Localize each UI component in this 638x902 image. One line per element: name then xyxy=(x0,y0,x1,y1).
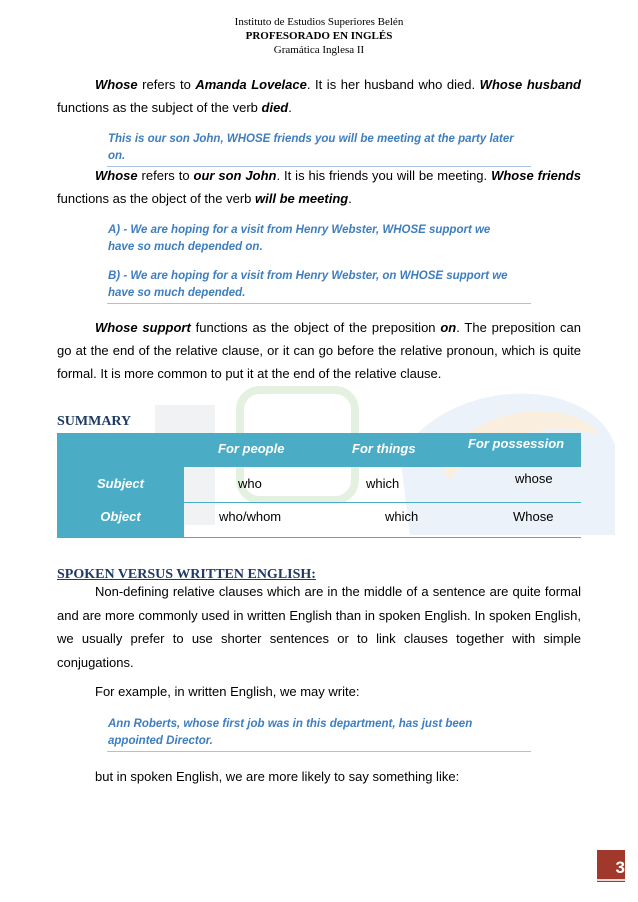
text: . xyxy=(348,191,352,206)
quote-divider xyxy=(107,303,531,304)
text: refers to xyxy=(137,168,194,183)
text: refers to xyxy=(137,77,196,92)
program-name: PROFESORADO EN INGLÉS xyxy=(245,30,393,42)
text: functions as the object of the verb xyxy=(57,191,256,206)
page-number-underline xyxy=(597,879,625,881)
closing-sentence: but in spoken English, we are more likely to say something like: xyxy=(95,769,460,784)
term: Whose xyxy=(95,168,138,183)
institute-name: Instituto de Estudios Superiores Belén xyxy=(234,16,404,28)
course-name: Gramática Inglesa II xyxy=(273,44,365,56)
column-header-things: For things xyxy=(352,441,416,456)
paragraph-spoken-written: Non-defining relative clauses which are in the middle of a sentence are quite formal and are more commonly used in written English than in spoken English. In spoken English, we usually prefer to use shorter sentences or to link clauses together with simple conjugations. xyxy=(57,584,581,670)
example-quote-b: B) - We are hoping for a visit from Henry Webster, on WHOSE support we have so much depended. xyxy=(108,270,508,299)
paragraph-whose-friends xyxy=(57,164,581,210)
cell-subject-people: who xyxy=(238,476,262,491)
row-divider xyxy=(57,537,581,538)
text: . xyxy=(288,100,292,115)
term: on xyxy=(440,320,457,335)
text: functions as the object of the preposition xyxy=(190,320,441,335)
example-quote: This is our son John, WHOSE friends you will be meeting at the party later on. xyxy=(108,133,514,162)
cell-object-things: which xyxy=(385,509,419,524)
text: . It is her husband who died. xyxy=(306,77,480,92)
text: . The preposition can go at the end of the relative clause, or it can go before the relative pronoun, which is quite formal. It is more common to put it at the end of the relative clause. xyxy=(57,320,582,381)
term: Whose xyxy=(95,77,138,92)
paragraph-whose-support xyxy=(57,316,581,385)
row-label-object: Object xyxy=(100,509,141,524)
page-number: 3 xyxy=(615,858,625,877)
example-quote-a: A) - We are hoping for a visit from Henry Webster, WHOSE support we have so much depended on. xyxy=(108,224,491,253)
cell-subject-possession: whose xyxy=(515,471,553,486)
term: will be meeting xyxy=(255,191,349,206)
summary-table xyxy=(57,433,581,538)
example-intro: For example, in written English, we may write: xyxy=(95,684,360,699)
summary-heading: SUMMARY xyxy=(57,414,132,429)
text: functions as the subject of the verb xyxy=(57,100,262,115)
term: our son John xyxy=(193,168,277,183)
column-header-possession: For possession xyxy=(468,436,565,451)
quote-divider xyxy=(107,751,531,752)
row-divider xyxy=(57,502,581,503)
row-label-subject: Subject xyxy=(97,476,144,491)
spoken-written-heading: SPOKEN VERSUS WRITTEN ENGLISH: xyxy=(57,567,316,582)
paragraph-whose-husband xyxy=(57,73,581,119)
cell-object-people: who/whom xyxy=(219,509,282,524)
cell-subject-things: which xyxy=(366,476,400,491)
term: Whose husband xyxy=(479,77,582,92)
term: died xyxy=(261,100,289,115)
example-quote-written: Ann Roberts, whose first job was in this department, has just been appointed Director. xyxy=(108,718,473,747)
text: . It is his friends you will be meeting. xyxy=(276,168,492,183)
cell-object-possession: Whose xyxy=(513,509,554,524)
term: Whose support xyxy=(95,320,191,335)
term: Amanda Lovelace xyxy=(195,77,307,92)
column-header-people: For people xyxy=(218,441,285,456)
term: Whose friends xyxy=(491,168,581,183)
